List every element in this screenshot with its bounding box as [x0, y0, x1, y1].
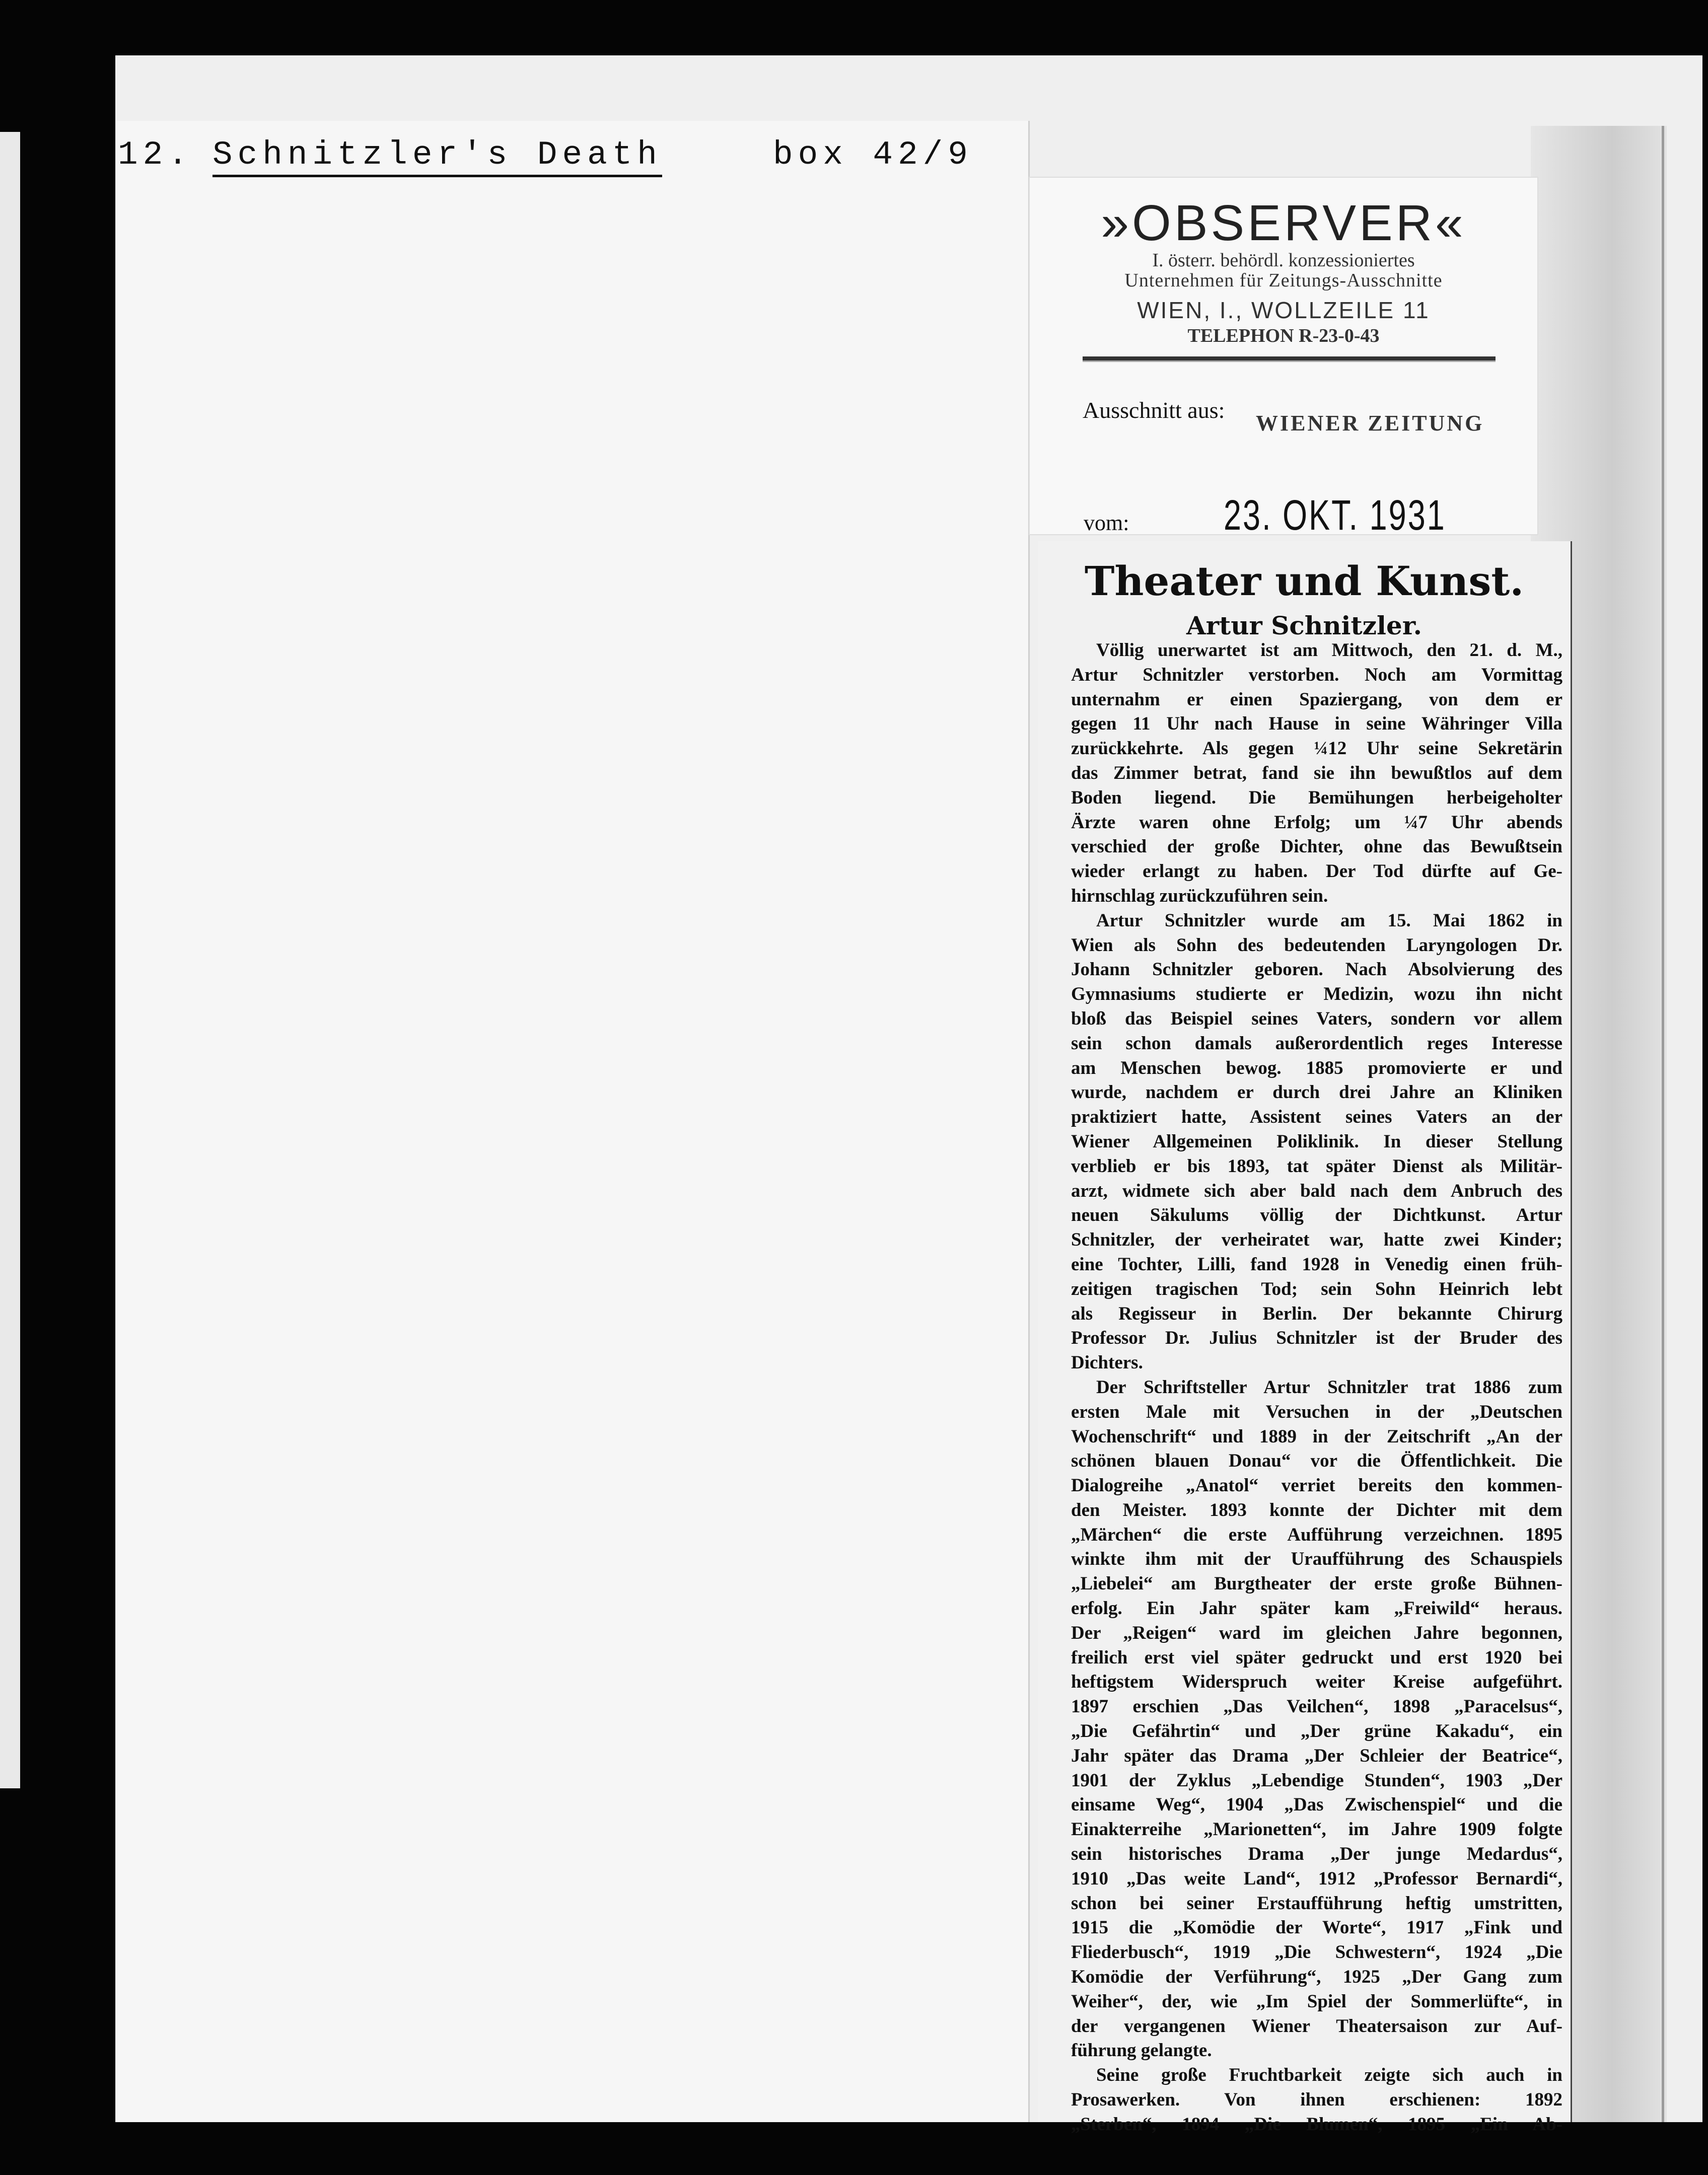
article-line: bloß das Beispiel seines Vaters, sondern vor allem	[1071, 1008, 1562, 1029]
article-line: Völlig unerwartet ist am Mittwoch, den 21. d. M.,	[1096, 640, 1562, 661]
article-line: eine Tochter, Lilli, fand 1928 in Venedig einen früh-	[1071, 1254, 1562, 1275]
article-line: Einakterreihe „Marionetten“, im Jahre 1909 folgte	[1071, 1819, 1562, 1840]
article-paragraph	[1071, 909, 1562, 1375]
article-line: arzt, widmete sich aber bald nach dem Anbruch des	[1071, 1180, 1562, 1201]
article-line: verschied der große Dichter, ohne das Bewußtsein	[1071, 836, 1562, 857]
article-line: Gymnasiums studierte er Medizin, wozu ihn nicht	[1071, 984, 1562, 1005]
article-line: „Die Gefährtin“ und „Der grüne Kakadu“, ein	[1071, 1721, 1562, 1742]
section-title: Theater und Kunst.	[1084, 557, 1524, 605]
article-line: ersten Male mit Versuchen in der „Deutschen	[1071, 1401, 1562, 1422]
article-line: Fliederbusch“, 1919 „Die Schwestern“, 1924 „Die	[1071, 1942, 1562, 1963]
article-line: sein historisches Drama „Der junge Medardus“,	[1071, 1844, 1562, 1865]
article-line: Dialogreihe „Anatol“ verriet bereits den kommen-	[1071, 1475, 1562, 1496]
observer-address: WIEN, I., WOLLZEILE 11	[1137, 297, 1430, 323]
adjacent-page-edge	[0, 132, 20, 1788]
observer-tagline-2: Unternehmen für Zeitungs-Ausschnitte	[1124, 270, 1443, 291]
article-line: Johann Schnitzler geboren. Nach Absolvierung des	[1071, 959, 1562, 980]
article-line: Seine große Fruchtbarkeit zeigte sich auch in	[1096, 2065, 1562, 2086]
article-line: den Meister. 1893 konnte der Dichter mit dem	[1071, 1499, 1562, 1520]
article-line: Jahr später das Drama „Der Schleier der Beatrice“,	[1071, 1745, 1562, 1766]
source-label: Ausschnitt aus:	[1083, 397, 1225, 423]
article-line: einsame Weg“, 1904 „Das Zwischenspiel“ und die	[1071, 1794, 1562, 1816]
article-line: das Zimmer betrat, fand sie ihn bewußtlos auf dem	[1071, 762, 1562, 783]
article-line: winkte ihm mit der Uraufführung des Schauspiels	[1071, 1549, 1562, 1570]
article-line: Professor Dr. Julius Schnitzler ist der Bruder des	[1071, 1328, 1562, 1349]
page-edge-line	[1662, 126, 1664, 2122]
article-line: Dichters.	[1071, 1352, 1143, 1373]
article-line: der vergangenen Wiener Theatersaison zur Auf-	[1071, 2015, 1562, 2037]
article-line: Artur Schnitzler wurde am 15. Mai 1862 in	[1096, 910, 1562, 931]
article-line: freilich erst viel später gedruckt und erst 1920 bei	[1071, 1647, 1562, 1668]
source-stamp: WIENER ZEITUNG	[1256, 411, 1484, 436]
article-line: Der „Reigen“ ward im gleichen Jahre begonnen,	[1071, 1622, 1562, 1643]
article-paragraph	[1071, 2063, 1562, 2137]
article-line: verblieb er bis 1893, tat später Dienst als Militär-	[1071, 1155, 1562, 1177]
article-line: 1915 die „Komödie der Worte“, 1917 „Fink und	[1071, 1917, 1562, 1938]
article-body	[1071, 638, 1562, 2137]
folder-number: 12.	[118, 136, 193, 174]
article-line: Der Schriftsteller Artur Schnitzler trat 1886 zum	[1096, 1376, 1562, 1398]
article-line: zurückkehrte. Als gegen ¼12 Uhr seine Sekretärin	[1071, 738, 1562, 759]
article-line: gegen 11 Uhr nach Hause in seine Währinger Villa	[1071, 713, 1562, 735]
article-paragraph	[1071, 1375, 1562, 2063]
date-stamp: 23. OKT. 1931	[1224, 491, 1446, 539]
article-headline: Artur Schnitzler.	[1186, 611, 1422, 640]
divider	[1083, 356, 1496, 362]
article-line: zeitigen tragischen Tod; sein Sohn Heinrich lebt	[1071, 1278, 1562, 1299]
date-label: vom:	[1084, 511, 1129, 535]
article-line: führung gelangte.	[1071, 2040, 1212, 2061]
article-line: 1897 erschien „Das Veilchen“, 1898 „Paracelsus“,	[1071, 1696, 1562, 1717]
article-line: am Menschen bewog. 1885 promovierte er und	[1071, 1057, 1562, 1078]
article-line: Wochenschrift“ und 1889 in der Zeitschrift „An der	[1071, 1426, 1562, 1447]
article-line: 1901 der Zyklus „Lebendige Stunden“, 1903 „Der	[1071, 1770, 1562, 1791]
article-paragraph	[1071, 638, 1562, 909]
article-line: Boden liegend. Die Bemühungen herbeigeholter	[1071, 787, 1562, 808]
newspaper-article	[1038, 541, 1572, 2135]
article-line: neuen Säkulums völlig der Dichtkunst. Artur	[1071, 1205, 1562, 1226]
article-line: Artur Schnitzler verstorben. Noch am Vormittag	[1071, 664, 1562, 685]
box-label: box 42/9	[773, 136, 973, 174]
article-line: wieder erlangt zu haben. Der Tod dürfte auf Ge-	[1071, 861, 1562, 882]
article-line: heftigstem Widerspruch weiter Kreise aufgeführt.	[1071, 1672, 1562, 1693]
article-line: Ärzte waren ohne Erfolg; um ¼7 Uhr abends	[1071, 812, 1562, 833]
observer-telephone: TELEPHON R-23-0-43	[1187, 325, 1380, 346]
article-line: wurde, nachdem er durch drei Jahre an Kliniken	[1071, 1082, 1562, 1103]
article-line: 1910 „Das weite Land“, 1912 „Professor Bernardi“,	[1071, 1868, 1562, 1889]
article-line: sein schon damals außerordentlich reges Interesse	[1071, 1033, 1562, 1054]
observer-logo: »OBSERVER«	[1101, 195, 1466, 251]
mounting-sheet	[117, 121, 1030, 2122]
article-line: Komödie der Verführung“, 1925 „Der Gang zum	[1071, 1967, 1562, 1988]
article-line: Weiher“, der, wie „Im Spiel der Sommerlüfte“, in	[1071, 1991, 1562, 2012]
article-line: Prosawerken. Von ihnen erschienen: 1892	[1071, 2089, 1562, 2111]
observer-tagline-1: I. österr. behördl. konzessioniertes	[1152, 250, 1415, 271]
article-line: praktiziert hatte, Assistent seines Vaters an der	[1071, 1107, 1562, 1128]
article-line: unternahm er einen Spaziergang, von dem er	[1071, 689, 1562, 710]
article-line: „Märchen“ die erste Aufführung verzeichnen. 1895	[1071, 1524, 1562, 1545]
article-line: Wien als Sohn des bedeutenden Laryngologen Dr.	[1071, 934, 1562, 956]
article-line: „Sterben“, 1894 „Die Blumen“, 1895 „Ein Ab-	[1071, 2114, 1562, 2135]
article-line: schon bei seiner Erstaufführung heftig umstritten,	[1071, 1893, 1562, 1914]
article-line: Schnitzler, der verheiratet war, hatte zwei Kinder;	[1071, 1229, 1562, 1251]
folder-title: Schnitzler's Death	[212, 136, 662, 177]
article-line: „Liebelei“ am Burgtheater der erste große Bühnen-	[1071, 1573, 1562, 1594]
article-line: Wiener Allgemeinen Poliklinik. In dieser Stellung	[1071, 1131, 1562, 1152]
observer-clipping-label	[1030, 178, 1537, 539]
article-line: erfolg. Ein Jahr später kam „Freiwild“ heraus.	[1071, 1598, 1562, 1619]
article-line: hirnschlag zurückzuführen sein.	[1071, 885, 1328, 906]
article-line: schönen blauen Donau“ vor die Öffentlichkeit. Die	[1071, 1451, 1562, 1472]
article-line: als Regisseur in Berlin. Der bekannte Chirurg	[1071, 1303, 1562, 1324]
